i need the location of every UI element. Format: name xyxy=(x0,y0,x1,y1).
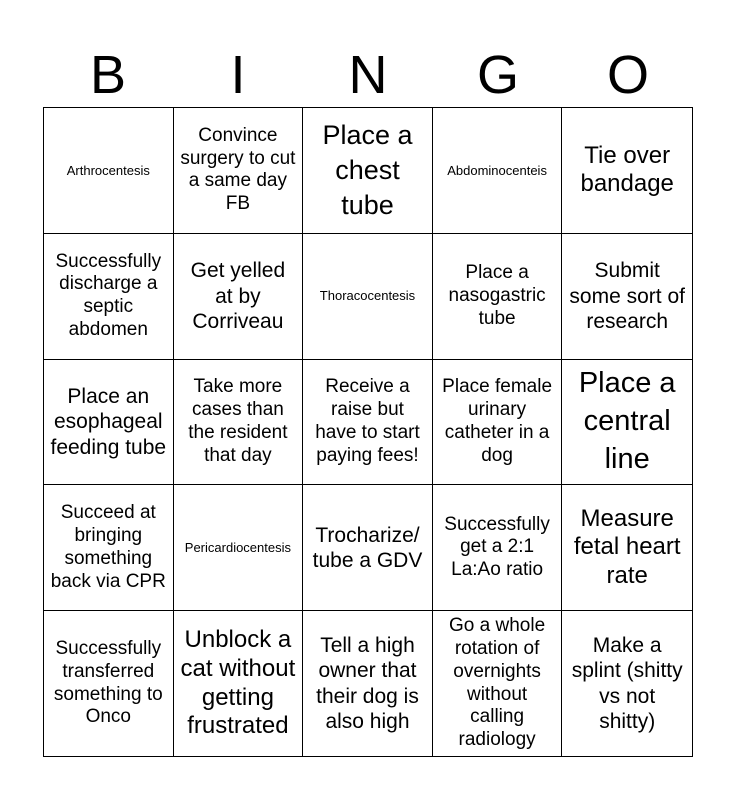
bingo-cell[interactable]: Succeed at bringing something back via CPR xyxy=(44,485,174,611)
bingo-cell[interactable]: Thoracocentesis xyxy=(303,234,433,360)
bingo-cell[interactable]: Abdominocenteis xyxy=(433,108,563,234)
bingo-cell[interactable]: Tie over bandage xyxy=(562,108,692,234)
bingo-cell[interactable]: Receive a raise but have to start paying fees! xyxy=(303,360,433,486)
bingo-cell[interactable]: Pericardiocentesis xyxy=(174,485,304,611)
bingo-cell[interactable]: Place female urinary catheter in a dog xyxy=(433,360,563,486)
bingo-cell[interactable]: Get yelled at by Corriveau xyxy=(174,234,304,360)
bingo-header xyxy=(43,45,693,105)
bingo-cell[interactable]: Measure fetal heart rate xyxy=(562,485,692,611)
bingo-cell[interactable]: Arthrocentesis xyxy=(44,108,174,234)
bingo-cell[interactable]: Successfully transferred something to Onco xyxy=(44,611,174,756)
bingo-cell[interactable]: Take more cases than the resident that day xyxy=(174,360,304,486)
bingo-cell[interactable]: Go a whole rotation of overnights without calling radiology xyxy=(433,611,563,756)
bingo-cell[interactable]: Submit some sort of research xyxy=(562,234,692,360)
bingo-cell[interactable]: Successfully discharge a septic abdomen xyxy=(44,234,174,360)
header-letter-g: G xyxy=(476,45,519,105)
bingo-cell[interactable]: Convince surgery to cut a same day FB xyxy=(174,108,304,234)
bingo-cell[interactable]: Trocharize/ tube a GDV xyxy=(303,485,433,611)
bingo-cell[interactable]: Make a splint (shitty vs not shitty) xyxy=(571,634,683,733)
bingo-board xyxy=(43,107,693,757)
bingo-cell[interactable]: Successfully get a 2:1 La:Ao ratio xyxy=(433,485,563,611)
bingo-cell[interactable]: Unblock a cat without getting frustrated xyxy=(174,611,304,756)
bingo-cell[interactable]: Tell a high owner that their dog is also high xyxy=(303,611,433,756)
header-letter-b: B xyxy=(89,45,127,105)
bingo-cell[interactable]: Place a nasogastric tube xyxy=(433,234,563,360)
header-letter-n: N xyxy=(348,45,388,105)
bingo-cell[interactable]: Place a chest tube xyxy=(303,108,433,234)
header-letter-o: O xyxy=(606,45,649,105)
bingo-cell[interactable]: Place a central line xyxy=(562,360,692,486)
header-letter-i: I xyxy=(230,45,246,105)
bingo-cell[interactable]: Place an esophageal feeding tube xyxy=(44,360,174,486)
